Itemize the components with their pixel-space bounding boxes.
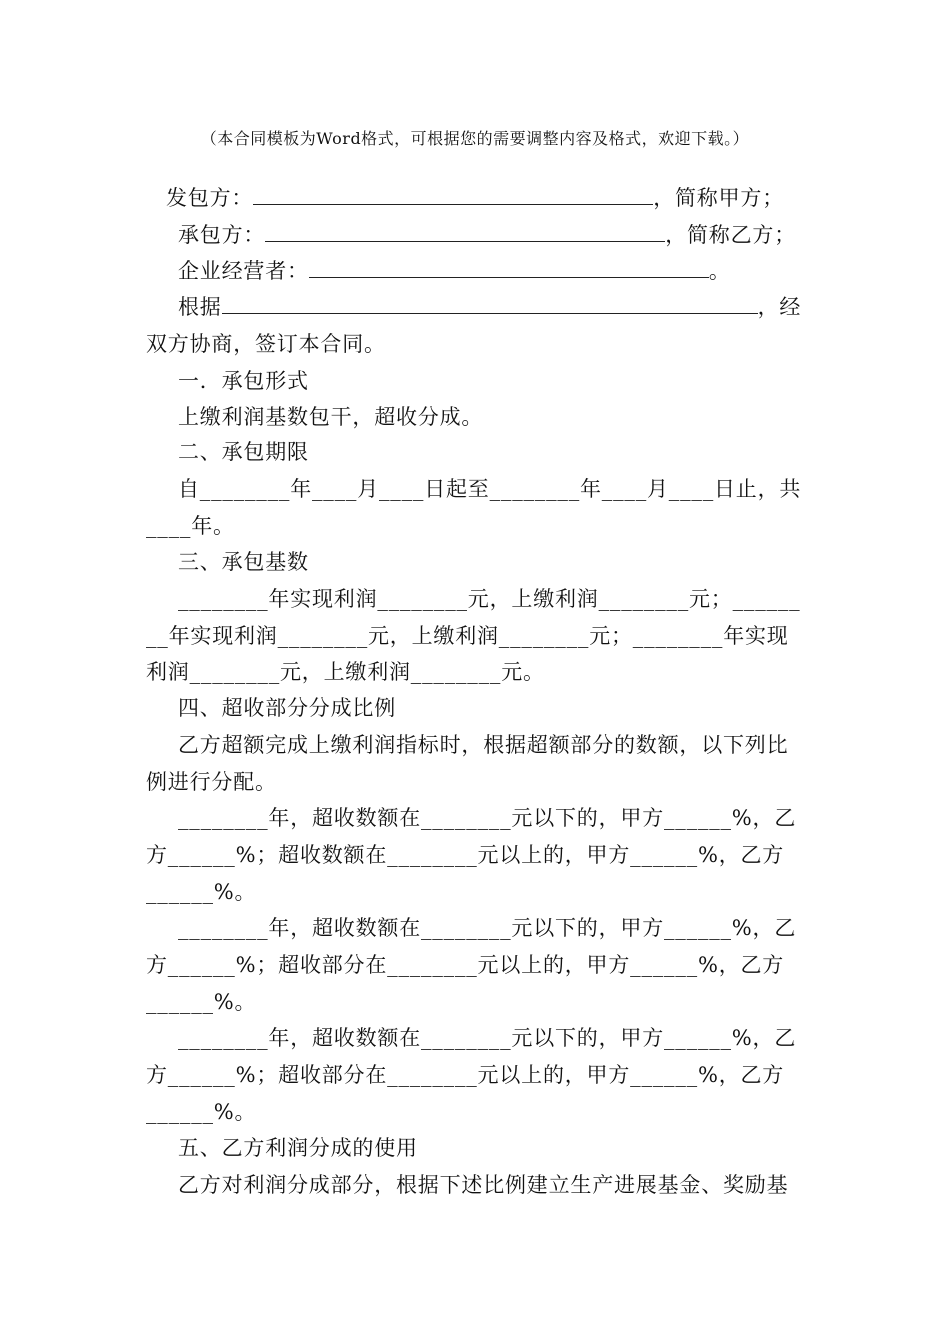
basis-line — [178, 292, 801, 322]
section-2-line-2: ____年。 — [146, 514, 235, 538]
section-4-b-line-3: ______%。 — [146, 990, 257, 1014]
section-4-b-line-1: ________年，超收数额在________元以下的，甲方______%，乙 — [178, 916, 797, 940]
party-b-line — [178, 220, 796, 250]
section-4-b-line-2: 方______%；超收部分在________元以上的，甲方______%，乙方 — [146, 953, 785, 977]
basis-suffix: ，经 — [757, 295, 802, 319]
basis-label: 根据 — [178, 295, 222, 319]
section-1-title: 一．承包形式 — [178, 369, 309, 393]
section-1-text: 上缴利润基数包干，超收分成。 — [178, 405, 484, 429]
section-4-c-line-3: ______%。 — [146, 1100, 257, 1124]
party-a-blank[interactable] — [253, 186, 653, 205]
section-4-c-line-2: 方______%；超收部分在________元以上的，甲方______%，乙方 — [146, 1063, 785, 1087]
party-b-blank[interactable] — [265, 223, 665, 242]
operator-suffix: 。 — [708, 259, 731, 283]
operator-blank[interactable] — [309, 259, 709, 278]
section-2-line-1: 自________年____月____日起至________年____月____日止，共 — [178, 477, 802, 501]
basis-blank[interactable] — [222, 295, 758, 314]
section-3-line-1: ________年实现利润________元，上缴利润________元；______ — [178, 587, 801, 611]
section-5-title: 五、乙方利润分成的使用 — [178, 1136, 418, 1160]
party-a-suffix: ，简称甲方； — [653, 186, 785, 210]
section-3-line-2: __年实现利润________元，上缴利润________元；________年实现 — [146, 624, 789, 648]
section-5-text: 乙方对利润分成部分，根据下述比例建立生产进展基金、奖励基 — [178, 1173, 789, 1197]
template-note: （本合同模板为Word格式，可根据您的需要调整内容及格式，欢迎下载。） — [200, 129, 750, 148]
section-4-a-line-3: ______%。 — [146, 880, 257, 904]
operator-line — [178, 256, 731, 286]
section-4-a-line-2: 方______%；超收数额在________元以上的，甲方______%，乙方 — [146, 843, 785, 867]
basis-continuation: 双方协商，签订本合同。 — [146, 332, 386, 356]
operator-label: 企业经营者： — [178, 259, 309, 283]
section-4-a-line-1: ________年，超收数额在________元以下的，甲方______%，乙 — [178, 806, 797, 830]
section-4-c-line-1: ________年，超收数额在________元以下的，甲方______%，乙 — [178, 1026, 797, 1050]
section-4-intro-1: 乙方超额完成上缴利润指标时，根据超额部分的数额，以下列比 — [178, 733, 789, 757]
section-3-title: 三、承包基数 — [178, 550, 309, 574]
section-2-title: 二、承包期限 — [178, 440, 309, 464]
section-4-intro-2: 例进行分配。 — [146, 770, 277, 794]
party-b-suffix: ，简称乙方； — [665, 223, 797, 247]
section-3-line-3: 利润________元，上缴利润________元。 — [146, 660, 545, 684]
section-4-title: 四、超收部分分成比例 — [178, 696, 396, 720]
party-b-label: 承包方： — [178, 223, 266, 247]
party-a-label: 发包方： — [166, 186, 254, 210]
party-a-line — [166, 183, 784, 213]
